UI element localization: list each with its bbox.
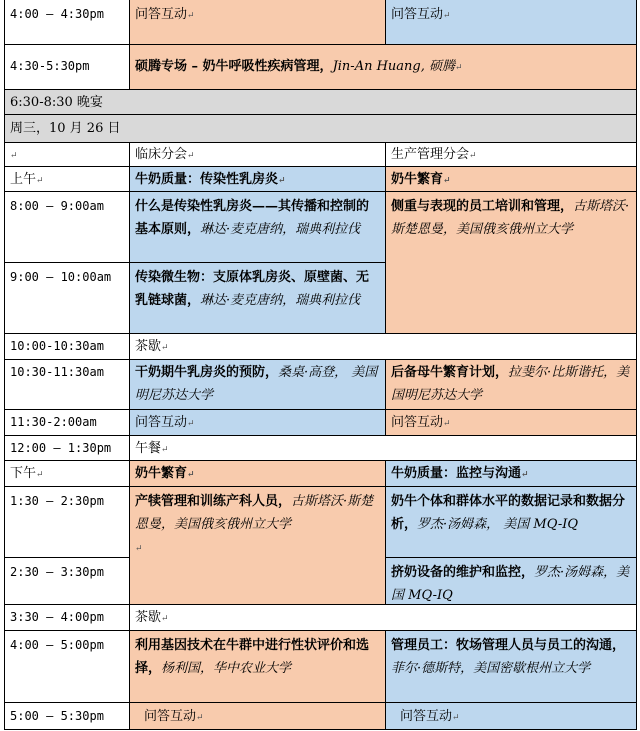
table-row: [4, 703, 637, 730]
dinner-cell: 6:30-8:30 晚宴: [4, 90, 637, 115]
clinical-cell: 奶牛繁育↵: [130, 461, 386, 487]
time-cell: 4:30-5:30pm: [4, 45, 130, 90]
time-cell: 4:00 – 5:00pm: [4, 631, 130, 703]
table-row: [4, 487, 637, 558]
production-cell: 奶牛个体和群体水平的数据记录和数据分析，罗杰·汤姆森， 美国 MQ-IQ: [386, 487, 637, 558]
time-cell: 10:00-10:30am: [4, 334, 130, 360]
time-cell: 11:30-2:00am: [4, 410, 130, 436]
production-cell: 问答互动↵: [386, 410, 637, 436]
lunch-cell: 午餐↵: [130, 436, 637, 461]
time-cell: 2:30 – 3:30pm: [4, 558, 130, 605]
time-cell: 3:30 – 4:00pm: [4, 605, 130, 631]
empty-cell: ↵: [4, 143, 130, 167]
table-row: [4, 0, 637, 45]
clinical-cell: 问答互动↵: [130, 0, 386, 45]
production-cell: 后备母牛繁育计划，拉斐尔·比斯谐托，美国明尼苏达大学: [386, 360, 637, 410]
time-cell: 下午↵: [4, 461, 130, 487]
table-row: [4, 192, 637, 263]
table-row: [4, 410, 637, 436]
time-cell: 1:30 – 2:30pm: [4, 487, 130, 558]
production-cell: 问答互动↵: [386, 703, 637, 730]
clinical-header: 临床分会↵: [130, 143, 386, 167]
production-cell: 奶牛繁育↵: [386, 167, 637, 192]
table-row: [4, 115, 637, 143]
production-cell: 挤奶设备的维护和监控，罗杰·汤姆森，美国 MQ-IQ: [386, 558, 637, 605]
sponsor-session-cell: 硕腾专场 – 奶牛呼吸性疾病管理，Jin-An Huang, 硕腾↵: [130, 45, 637, 90]
clinical-cell: 利用基因技术在牛群中进行性状评价和选择，杨利国，华中农业大学: [130, 631, 386, 703]
day-header-cell: 周三，10 月 26 日: [4, 115, 637, 143]
table-row: [4, 631, 637, 703]
clinical-cell: 牛奶质量：传染性乳房炎↵: [130, 167, 386, 192]
time-cell: 10:30-11:30am: [4, 360, 130, 410]
clinical-cell: 问答互动↵: [130, 410, 386, 436]
table-row: [4, 436, 637, 461]
table-row: [4, 461, 637, 487]
table-row: [4, 558, 637, 605]
time-cell: 12:00 – 1:30pm: [4, 436, 130, 461]
table-row: [4, 334, 637, 360]
time-cell: 5:00 – 5:30pm: [4, 703, 130, 730]
time-cell: 4:00 – 4:30pm: [4, 0, 130, 45]
clinical-cell: 什么是传染性乳房炎——其传播和控制的基本原则，琳达·麦克唐纳，瑞典利拉伐: [130, 192, 386, 263]
break-cell: 茶歇↵: [130, 334, 637, 360]
table-row: [4, 143, 637, 167]
clinical-cell: 干奶期牛乳房炎的预防，桑桌·高登， 美国明尼苏达大学: [130, 360, 386, 410]
clinical-cell: 产犊管理和训练产科人员，古斯塔沃·斯楚恩曼，美国俄亥俄州立大学 ↵: [130, 487, 386, 605]
production-cell: 管理员工：牧场管理人员与员工的沟通，菲尔·德斯特，美国密歇根州立大学: [386, 631, 637, 703]
production-cell: 牛奶质量：监控与沟通↵: [386, 461, 637, 487]
time-cell: 9:00 – 10:00am: [4, 263, 130, 334]
break-cell: 茶歇↵: [130, 605, 637, 631]
table-row: [4, 263, 637, 334]
time-cell: 8:00 – 9:00am: [4, 192, 130, 263]
table-row: [4, 605, 637, 631]
time-cell: 上午↵: [4, 167, 130, 192]
table-row: [4, 360, 637, 410]
production-header: 生产管理分会↵: [386, 143, 637, 167]
production-cell: 问答互动↵: [386, 0, 637, 45]
clinical-cell: 问答互动↵: [130, 703, 386, 730]
production-cell: 侧重与表现的员工培训和管理，古斯塔沃·斯楚恩曼，美国俄亥俄州立大学: [386, 192, 637, 334]
table-row: [4, 90, 637, 115]
table-row: [4, 45, 637, 90]
clinical-cell: 传染微生物：支原体乳房炎、原壁菌、无乳链球菌，琳达·麦克唐纳，瑞典利拉伐: [130, 263, 386, 334]
table-row: [4, 167, 637, 192]
